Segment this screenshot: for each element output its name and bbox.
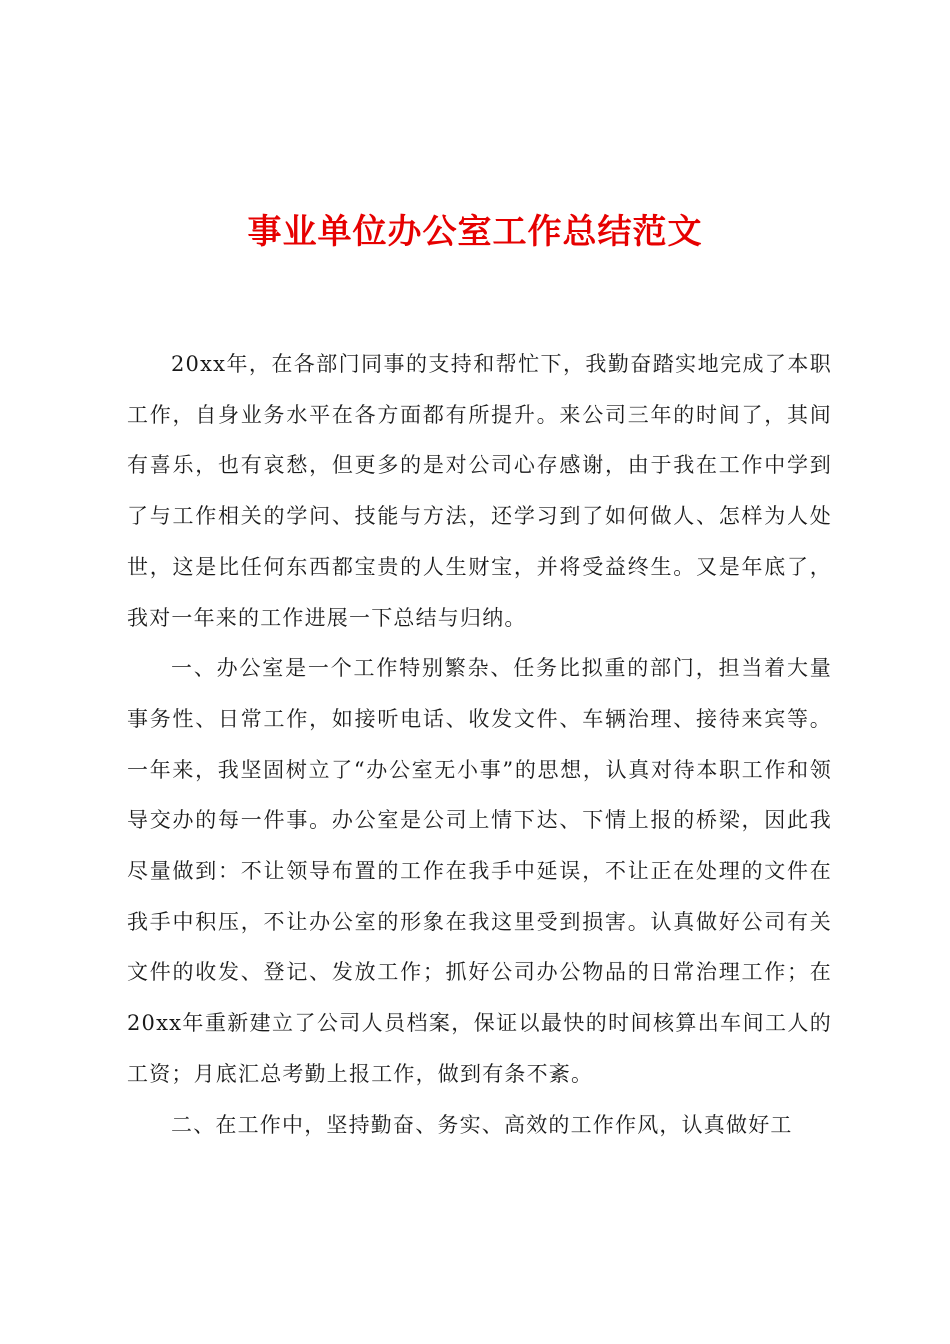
paragraph-section-two: 二、在工作中，坚持勤奋、务实、高效的工作作风，认真做好工 <box>171 1112 793 1137</box>
paragraph-intro: 20xx年，在各部门同事的支持和帮忙下，我勤奋踏实地完成了本职工作，自身业务水平在各方面都有所提升。来公司三年的时间了，其间有喜乐，也有哀愁，但更多的是对公司心存感谢，由于我在工作中学到了与工作相关的学问、技能与方法，还学习到了如何做人、怎样为人处世，这是比任何东西都宝贵的人生财宝，并将受益终生。又是年底了，我对一年来的工作进展一下总结与归纳。 <box>127 352 832 630</box>
document-body <box>127 339 832 1150</box>
paragraph-section-one: 一、办公室是一个工作特别繁杂、任务比拟重的部门，担当着大量事务性、日常工作，如接听电话、收发文件、车辆治理、接待来宾等。一年来，我坚固树立了“办公室无小事”的思想，认真对待本职工作和领导交办的每一件事。办公室是公司上情下达、下情上报的桥梁，因此我尽量做到：不让领导布置的工作在我手中延误，不让正在处理的文件在我手中积压，不让办公室的形象在我这里受到损害。认真做好公司有关文件的收发、登记、发放工作；抓好公司办公物品的日常治理工作；在20xx年重新建立了公司人员档案，保证以最快的时间核算出车间工人的工资；月底汇总考勤上报工作，做到有条不紊。 <box>127 656 832 1086</box>
document-title: 事业单位办公室工作总结范文 <box>247 212 703 252</box>
